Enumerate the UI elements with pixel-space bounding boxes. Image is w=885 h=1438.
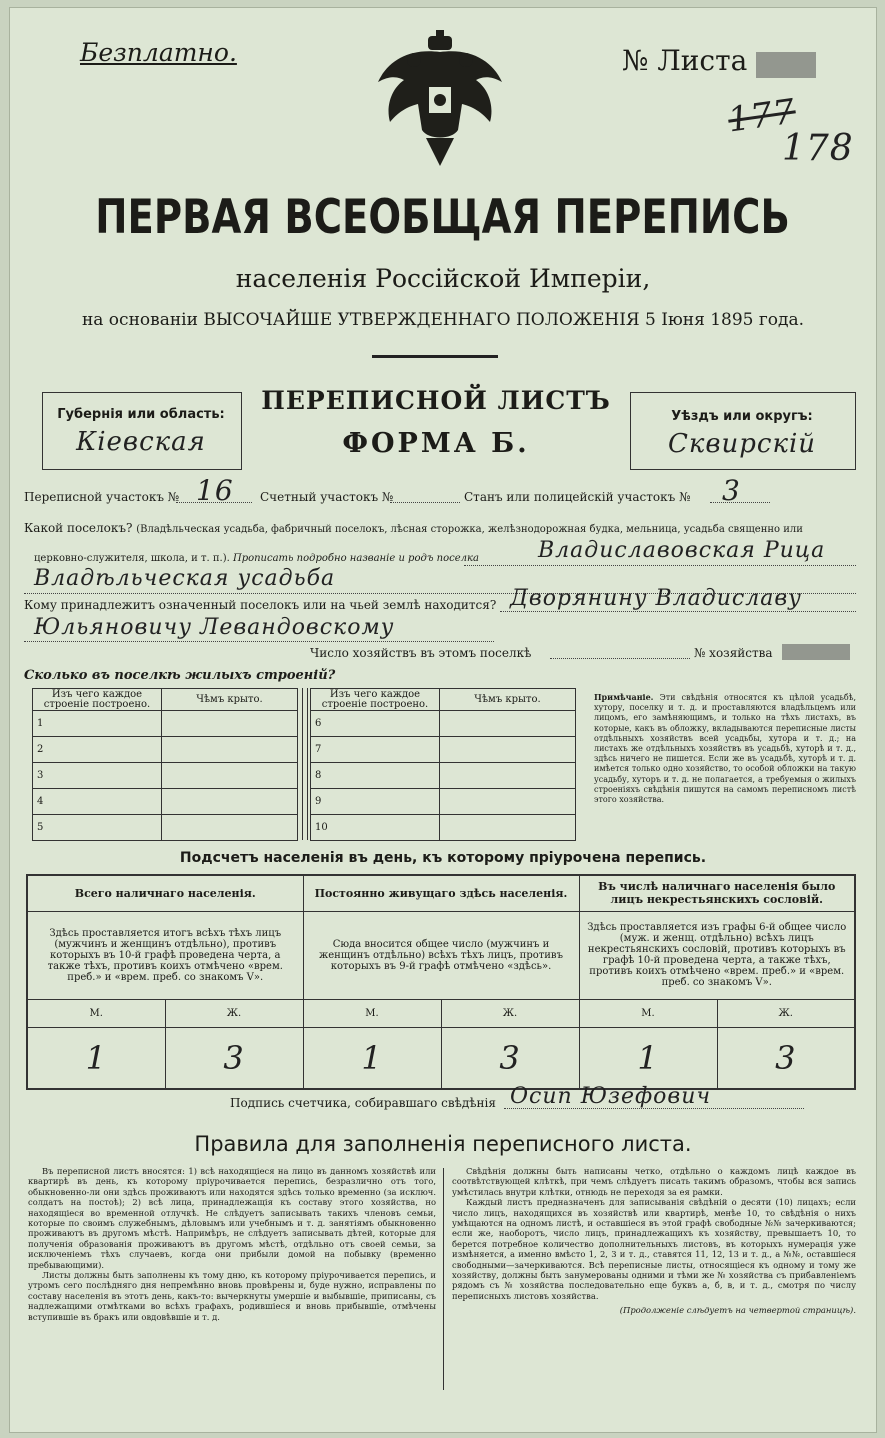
summary-male-header: М. — [579, 999, 717, 1027]
buildings-label: Сколько въ поселкѣ жилыхъ строеній? — [24, 668, 336, 683]
summary-value-total-male: 1 — [27, 1027, 165, 1089]
buildings-table-right — [310, 688, 576, 841]
summary-col1-title: Всего наличнаго населенія. — [27, 875, 303, 911]
summary-value-nonpeasant-female: 3 — [717, 1027, 855, 1089]
buildings-row-number: 8 — [311, 763, 440, 789]
buildings-row-number: 2 — [33, 737, 162, 763]
buildings-roof-cell — [440, 711, 576, 737]
rules-left-column — [28, 1166, 436, 1322]
settlement-row-1 — [24, 521, 803, 535]
summary-col2-title: Постоянно живущаго здѣсь населенія. — [303, 875, 579, 911]
summary-value-nonpeasant-male: 1 — [579, 1027, 717, 1089]
signature-label: Подпись счетчика, собиравшаго свѣдѣнія — [230, 1096, 496, 1110]
owner-value-2: Юльяновичу Левандовскому — [34, 615, 395, 640]
households-line — [550, 658, 690, 659]
sheet-number-redaction — [756, 52, 816, 78]
buildings-col-roof: Чѣмъ крыто. — [440, 689, 576, 711]
settlement-line-1 — [464, 565, 856, 566]
form-type: ФОРМА Б. — [342, 428, 530, 459]
stan-value: 3 — [722, 474, 741, 507]
buildings-row-number: 7 — [311, 737, 440, 763]
buildings-roof-cell — [162, 815, 298, 841]
summary-male-header: М. — [27, 999, 165, 1027]
gubernia-value: Кіевская — [76, 427, 206, 457]
count-line — [390, 502, 460, 503]
summary-female-header: Ж. — [441, 999, 579, 1027]
summary-female-header: Ж. — [165, 999, 303, 1027]
settlement-hint-italic: Прописать подробно названіе и родъ поселка — [232, 553, 479, 564]
district-value: 16 — [196, 474, 234, 507]
summary-table — [26, 874, 856, 1090]
district-label: Переписной участокъ № — [24, 490, 180, 504]
owner-label: Кому принадлежитъ означенный поселокъ или на чьей землѣ находится? — [24, 598, 497, 612]
buildings-roof-cell — [440, 763, 576, 789]
buildings-table-divider — [302, 688, 308, 840]
buildings-roof-cell — [162, 789, 298, 815]
sheet-number-handwritten: 178 — [782, 128, 854, 169]
settlement-hint-1: (Владѣльческая усадьба, фабричный поселокъ, лѣсная сторожка, желѣзнодорожная будка, мельница, усадьба священно или — [136, 524, 803, 535]
buildings-roof-cell — [440, 815, 576, 841]
buildings-table-left — [32, 688, 298, 841]
summary-female-header: Ж. — [717, 999, 855, 1027]
uezd-label: Уѣздъ или округъ: — [671, 409, 813, 424]
buildings-row-number: 3 — [33, 763, 162, 789]
summary-col3-text: Здѣсь проставляется изъ графы 6-й общее число (муж. и женщ. отдѣльно) всѣхъ лицъ некрестьянскихъ сословій, противъ которыхъ въ графѣ 10-й проведена черта, а также тѣхъ, противъ коихъ отмѣчено «врем. преб.» и «врем. преб. со знакомъ V». — [579, 911, 855, 999]
rules-paragraph: Листы должны быть заполнены къ тому дню, къ которому пріурочивается перепись, и утромъ сего послѣдняго дня непремѣнно вновь провѣрены и, буде нужно, исправлены по составу населенія въ этотъ день, какъ-то: вычеркнуты умершіе и выбывшіе, приписаны, съ надлежащими отмѣтками во всѣхъ графахъ, родившіеся и вновь прибывшіе, отмѣчены вступившіе въ бракъ или овдовѣвшіе и т. д. — [28, 1270, 436, 1322]
owner-line-1 — [500, 611, 856, 612]
note-block — [594, 692, 856, 805]
settlement-value-2: Владѣльческая усадьба — [34, 566, 336, 591]
buildings-row-number: 9 — [311, 789, 440, 815]
form-name: ПЕРЕПИСНОЙ ЛИСТЪ — [261, 386, 611, 415]
sheet-number-label: № Листа — [622, 44, 748, 77]
summary-value-total-female: 3 — [165, 1027, 303, 1089]
owner-line-2 — [24, 641, 494, 642]
rules-paragraph: Въ переписной листъ вносятся: 1) всѣ находящіеся на лицо въ данномъ хозяйствѣ или квартирѣ въ день, къ которому пріурочивается перепись, безразлично отъ того, обыкновенно-ли они здѣсь проживаютъ или находятся здѣсь только временно (за исключ. солдатъ на постоѣ); 2) всѣ лица, принадлежащія къ составу этого хозяйства, но находящіеся во временной отлучкѣ. Не слѣдуетъ записывать такихъ членовъ семьи, которые по своимъ служебнымъ, дѣловымъ или учебнымъ и т. д. занятіямъ обыкновенно проживаютъ въ другомъ мѣстѣ. Напримѣръ, не слѣдуетъ записывать дѣтей, которые для полученія образованія проживаютъ въ другомъ мѣстѣ, отдѣльно отъ своей семьи, за исключеніемъ тѣхъ случаевъ, когда они прибыли домой на побывку (временно пребывающими). — [28, 1166, 436, 1270]
buildings-row-number: 1 — [33, 711, 162, 737]
buildings-roof-cell — [162, 763, 298, 789]
rules-title: Правила для заполненія переписного листа. — [194, 1132, 692, 1156]
rules-paragraph: Свѣдѣнія должны быть написаны четко, отдѣльно о каждомъ лицѣ каждое въ соотвѣтствующей клѣткѣ, при чемъ слѣдуетъ писать такимъ образомъ, чтобы вся запись умѣстилась внутри клѣтки, отнюдь не переходя за ея рамки. — [452, 1166, 856, 1197]
rules-column-divider — [443, 1168, 444, 1390]
buildings-roof-cell — [162, 711, 298, 737]
owner-value-1: Дворянину Владиславу — [510, 586, 802, 611]
buildings-row-number: 5 — [33, 815, 162, 841]
summary-col1-text: Здѣсь проставляется итогъ всѣхъ тѣхъ лицъ (мужчинъ и женщинъ отдѣльно), противъ которыхъ въ 10-й графѣ проведена черта, а также тѣхъ, противъ коихъ отмѣчено «врем. преб.» и «врем. преб. со знакомъ V». — [27, 911, 303, 999]
summary-col3-title: Въ числѣ наличнаго населенія было лицъ некрестьянскихъ сословій. — [579, 875, 855, 911]
gubernia-box — [42, 392, 242, 470]
census-form-page — [10, 8, 876, 1432]
households-label: Число хозяйствъ въ этомъ поселкѣ — [310, 646, 532, 660]
stan-label: Станъ или полицейскій участокъ № — [464, 490, 691, 504]
buildings-col-material: Изъ чего каждое строеніе построено. — [311, 689, 440, 711]
gubernia-label: Губернія или область: — [57, 407, 225, 422]
imperial-eagle-emblem-icon — [370, 30, 510, 170]
census-title: ПЕРВАЯ ВСЕОБЩАЯ ПЕРЕПИСЬ — [95, 190, 791, 245]
settlement-hint-2: церковно-служителя, школа, и т. п.). — [34, 553, 230, 564]
census-subtitle: населенія Россійской Имперіи, — [235, 264, 651, 293]
buildings-row-number: 4 — [33, 789, 162, 815]
sheet-number-handwritten-crossed: 177 — [725, 91, 799, 141]
title-divider — [372, 355, 498, 358]
buildings-row-number: 6 — [311, 711, 440, 737]
uezd-box — [630, 392, 856, 470]
household-no-label: № хозяйства — [694, 646, 773, 660]
settlement-label: Какой поселокъ? — [24, 521, 133, 535]
summary-col2-text: Сюда вносится общее число (мужчинъ и женщинъ отдѣльно) всѣхъ тѣхъ лицъ, противъ которыхъ въ 9-й графѣ отмѣчено «здѣсь». — [303, 911, 579, 999]
household-no-redaction — [782, 644, 850, 660]
count-label: Счетный участокъ № — [260, 490, 394, 504]
settlement-value-1: Владиславовская Рица — [538, 538, 826, 563]
rules-right-column — [452, 1166, 856, 1316]
rules-paragraph: Каждый листъ предназначенъ для записыванія свѣдѣній о десяти (10) лицахъ; если число лицъ, находящихся въ хозяйствѣ или квартирѣ, менѣе 10, то свѣдѣнія о нихъ умѣщаются на одномъ листѣ, и оставшіеся въ этой графѣ свободные №№ зачеркиваются; если же, наоборотъ, число лицъ, принадлежащихъ къ хозяйству, превышаетъ 10, то берется потребное количество дополнительныхъ листовъ, въ которыхъ нумерація уже измѣняется, а именно вмѣсто 1, 2, 3 и т. д., ставятся 11, 12, 13 и т. д., а №№, оставшіеся свободными—зачеркиваются. Всѣ переписные листы, относящіеся къ одному и тому же хозяйству, должны быть занумерованы одними и тѣми же № хозяйства съ прибавленіемъ рядомъ съ № хозяйства последовательно еще буквъ а, б, в, и т. д., смотря по числу переписныхъ листовъ хозяйства. — [452, 1197, 856, 1301]
buildings-roof-cell — [440, 789, 576, 815]
uezd-value: Сквирскій — [667, 429, 817, 459]
summary-value-permanent-male: 1 — [303, 1027, 441, 1089]
buildings-roof-cell — [440, 737, 576, 763]
rules-continued: (Продолженіе слѣдуетъ на четвертой страницѣ). — [619, 1305, 856, 1316]
buildings-row-number: 10 — [311, 815, 440, 841]
summary-value-permanent-female: 3 — [441, 1027, 579, 1089]
census-basis: на основаніи ВЫСОЧАЙШЕ УТВЕРЖДЕННАГО ПОЛОЖЕНІЯ 5 Іюня 1895 года. — [81, 310, 805, 330]
summary-male-header: М. — [303, 999, 441, 1027]
free-label: Безплатно. — [80, 38, 237, 67]
buildings-col-roof: Чѣмъ крыто. — [162, 689, 298, 711]
note-text: Эти свѣдѣнія относятся къ цѣлой усадьбѣ, хутору, поселку и т. д. и проставляются владѣльцемъ или лицомъ, его замѣняющимъ, и только на тѣхъ листахъ, въ которые, какъ въ обложку, вкладываются переписные листы отдѣльныхъ хозяйствъ всей усадьбы, хутора и т. д.; на листахъ же отдѣльныхъ хозяйствъ въ усадьбѣ, хуторѣ и т. д., здѣсь ничего не пишется. Если же въ усадьбѣ, хуторѣ и т. д. имѣется только одно хозяйство, то особой обложки на такую усадьбу, хуторъ и т. д. не полагается, а требуемыя о жилыхъ строеніяхъ свѣдѣнія пишутся на самомъ переписномъ листѣ этого хозяйства. — [594, 693, 857, 805]
buildings-roof-cell — [162, 737, 298, 763]
counter-signature: Осип Юзефович — [510, 1084, 712, 1109]
note-title: Примѣчаніе. — [594, 692, 654, 702]
summary-heading: Подсчетъ населенія въ день, къ которому пріурочена перепись. — [179, 850, 707, 866]
settlement-row-2 — [34, 553, 479, 564]
buildings-col-material: Изъ чего каждое строеніе построено. — [33, 689, 162, 711]
